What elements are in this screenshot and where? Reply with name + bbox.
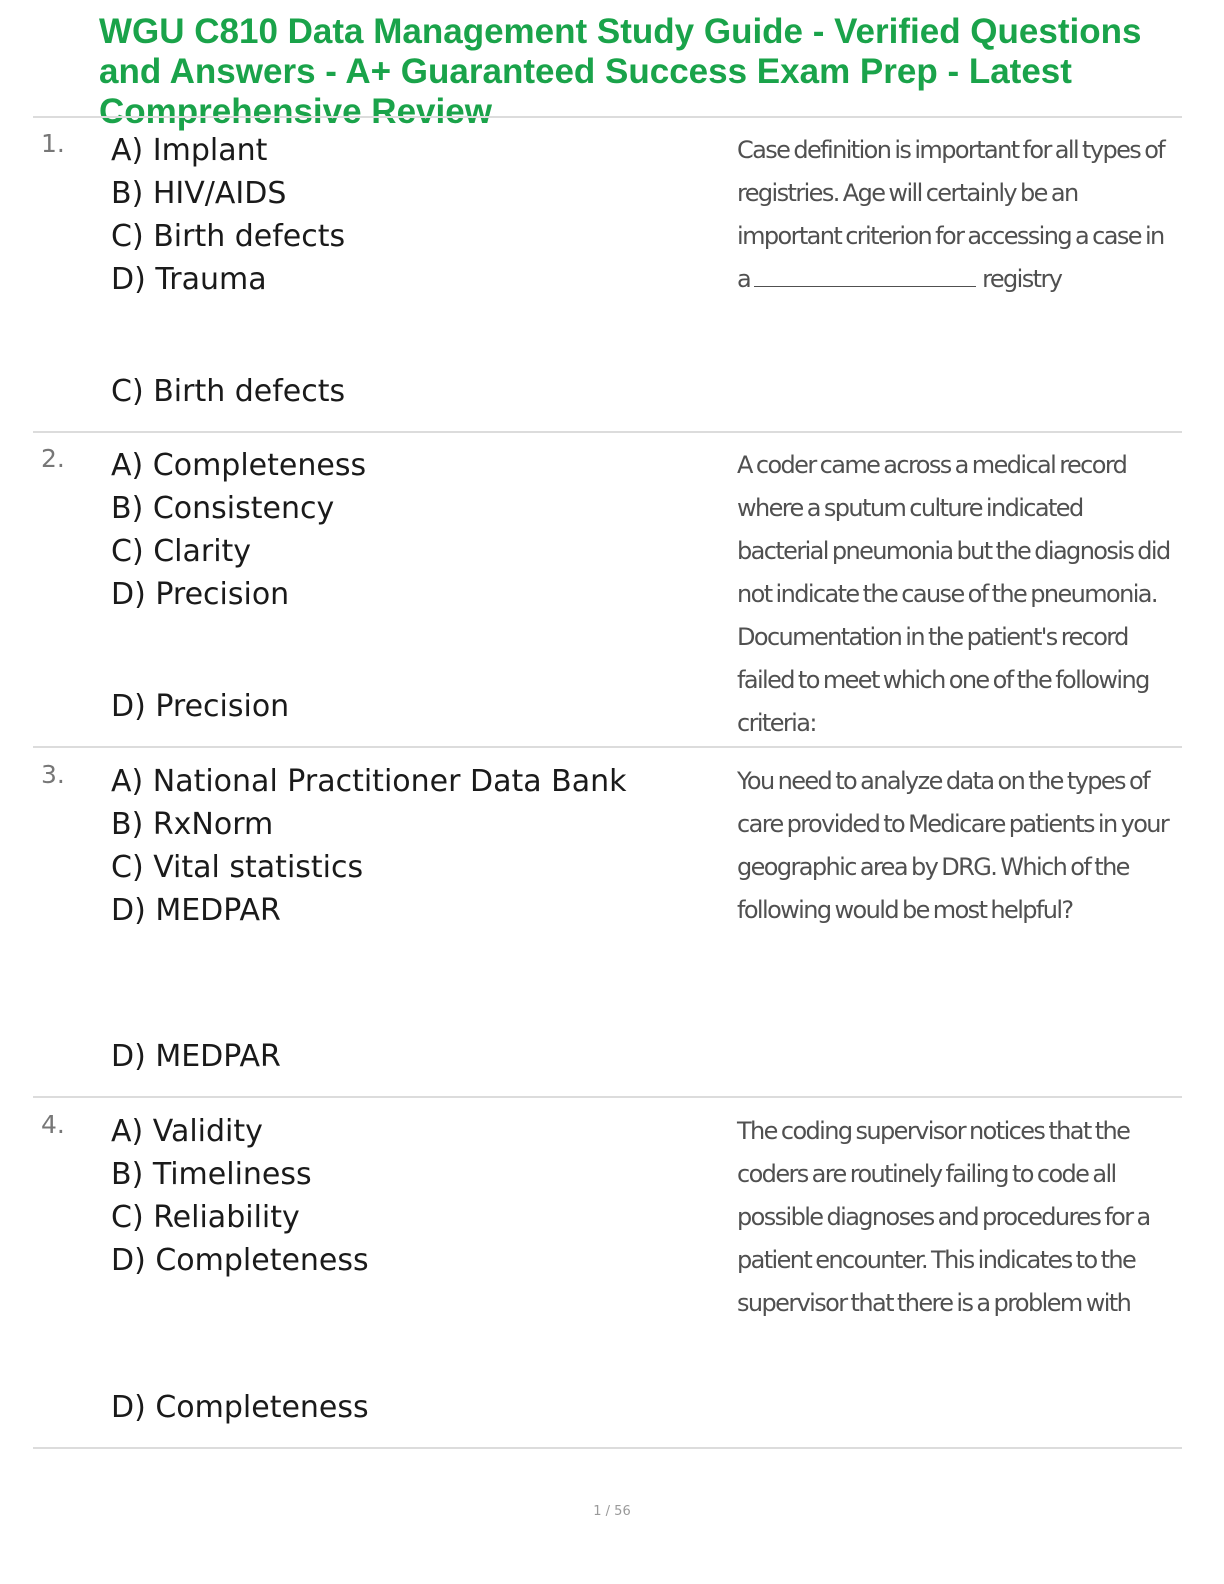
option-b: B) HIV/AIDS [111,176,287,211]
option-c: C) Vital statistics [111,850,364,885]
option-d: D) MEDPAR [111,893,281,928]
answer: D) MEDPAR [111,1039,281,1074]
divider [33,116,1182,118]
divider [33,1096,1182,1098]
option-d: D) Completeness [111,1243,369,1278]
answer: D) Completeness [111,1390,369,1425]
divider [33,746,1182,748]
question-number: 3. [41,760,65,789]
option-d: D) Trauma [111,262,267,297]
question-prompt: You need to analyze data on the types of care provided to Medicare patients in your geographic area by DRG. Which of the following would be most helpful? [737,767,1169,924]
option-list [111,1110,369,1282]
question-prompt [737,129,1177,301]
option-d: D) Precision [111,577,290,612]
option-list [111,444,366,616]
document-title: WGU C810 Data Management Study Guide - Verified Questions and Answers - A+ Guaranteed Success Exam Prep - Latest Comprehensive Review [99,12,1142,131]
option-a: A) Implant [111,133,268,168]
page-number: 1 / 56 [593,1504,631,1519]
option-c: C) Clarity [111,534,252,569]
fill-in-blank [754,260,976,287]
divider [33,431,1182,433]
prompt-text-end: registry [982,265,1062,293]
option-a: A) Validity [111,1114,263,1149]
question-number: 2. [41,444,65,473]
option-a: A) Completeness [111,448,367,483]
question-number: 1. [41,129,65,158]
option-list [111,760,627,932]
option-list [111,129,345,301]
option-b: B) Consistency [111,491,335,526]
prompt-text: Case definition is important for all types of registries. Age will certainly be an important criterion for accessing a case in a [737,136,1165,293]
divider [33,1447,1182,1449]
question-prompt: A coder came across a medical record where a sputum culture indicated bacterial pneumonia but the diagnosis did not indicate the cause of the pneumonia. Documentation in the patient's record failed to meet which one of the following criteria: [737,451,1170,737]
option-a: A) National Practitioner Data Bank [111,764,627,799]
answer: D) Precision [111,689,290,724]
question-prompt: The coding supervisor notices that the coders are routinely failing to code all possible diagnoses and procedures for a patient encounter. This indicates to the supervisor that there is a problem with [737,1117,1150,1317]
option-c: C) Reliability [111,1200,300,1235]
option-c: C) Birth defects [111,219,346,254]
question-number: 4. [41,1110,65,1139]
option-b: B) RxNorm [111,807,274,842]
option-b: B) Timeliness [111,1157,312,1192]
answer: C) Birth defects [111,374,346,409]
